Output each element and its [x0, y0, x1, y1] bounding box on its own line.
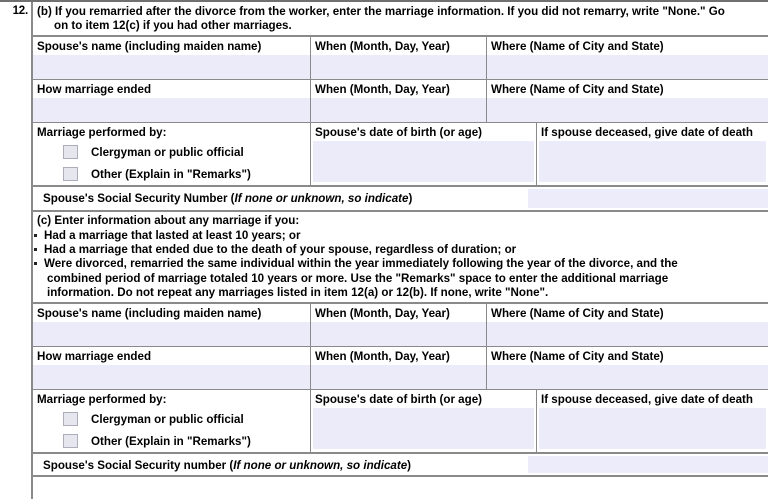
marriage-table-c — [33, 302, 768, 452]
checkbox-label-other: Other (Explain in "Remarks") — [91, 167, 251, 181]
input-spouse-name[interactable] — [33, 322, 310, 346]
instruction-12c-bullet-3 — [33, 257, 766, 300]
ssn-row-c — [33, 452, 768, 477]
label-how-ended: How marriage ended — [37, 83, 152, 97]
bullet-icon — [34, 234, 37, 237]
checkbox-label-clergyman: Clergyman or public official — [91, 145, 244, 159]
cell-spouse-name — [33, 304, 310, 346]
input-marriage-where[interactable] — [487, 322, 768, 346]
marriage-table-b — [33, 35, 768, 185]
label-spouse-dob: Spouse's date of birth (or age) — [315, 126, 483, 140]
label-ssn-c-main: Spouse's Social Security number ( — [43, 459, 234, 473]
label-marriage-where: Where (Name of City and State) — [491, 40, 664, 54]
cell-performed-by — [33, 123, 310, 185]
cell-marriage-when — [310, 37, 486, 79]
input-marriage-where[interactable] — [487, 55, 768, 79]
input-ended-where[interactable] — [487, 98, 768, 122]
input-how-ended[interactable] — [33, 98, 310, 122]
input-marriage-when[interactable] — [311, 55, 486, 79]
label-marriage-where: Where (Name of City and State) — [491, 307, 664, 321]
instruction-12b — [33, 2, 768, 35]
checkbox-label-other: Other (Explain in "Remarks") — [91, 434, 251, 448]
bullet-3-line1: Were divorced, remarried the same individual within the year immediately following the year of the divorce, and the — [44, 257, 678, 271]
label-ended-when: When (Month, Day, Year) — [315, 83, 450, 97]
checkbox-row-clergyman[interactable] — [33, 141, 310, 163]
cell-spouse-dob — [310, 123, 536, 185]
cell-marriage-when — [310, 304, 486, 346]
checkbox-clergyman[interactable] — [63, 145, 78, 159]
label-spouse-death: If spouse deceased, give date of death — [541, 393, 753, 407]
cell-performed-by — [33, 390, 310, 452]
label-ssn-c-italic: If none or unknown, so indicate — [233, 459, 408, 473]
cell-ended-where — [486, 347, 768, 389]
label-performed-by: Marriage performed by: — [37, 126, 167, 140]
checkbox-row-other[interactable] — [33, 430, 310, 452]
checkbox-other[interactable] — [63, 434, 78, 448]
input-spouse-name[interactable] — [33, 55, 310, 79]
input-spouse-dob[interactable] — [313, 141, 534, 182]
label-ended-where: Where (Name of City and State) — [491, 350, 664, 364]
cell-spouse-death — [536, 123, 768, 185]
bullet-3-line2: combined period of marriage totaled 10 years or more. Use the "Remarks" space to enter the additional marriage — [47, 271, 669, 285]
label-ssn-c — [33, 454, 528, 475]
table-row — [33, 37, 768, 79]
table-row — [33, 346, 768, 389]
label-spouse-death: If spouse deceased, give date of death — [541, 126, 753, 140]
checkbox-row-other[interactable] — [33, 163, 310, 185]
label-ssn-b-main: Spouse's Social Security Number ( — [43, 192, 235, 206]
input-how-ended[interactable] — [33, 365, 310, 389]
instruction-12b-line1: (b) If you remarried after the divorce from the worker, enter the marriage information. If you did not remarry, write "None." Go — [37, 5, 725, 18]
table-row — [33, 79, 768, 122]
instruction-12c-bullet-1 — [33, 229, 766, 243]
table-row — [33, 304, 768, 346]
instruction-12b-line2: on to item 12(c) if you had other marriages. — [54, 19, 292, 33]
input-ssn-b[interactable] — [528, 189, 768, 208]
input-ended-where[interactable] — [487, 365, 768, 389]
instruction-12c-bullet-2 — [33, 243, 766, 257]
instruction-12c-lead: (c) Enter information about any marriage if you: — [37, 214, 300, 228]
label-spouse-name: Spouse's name (including maiden name) — [37, 307, 262, 321]
label-marriage-when: When (Month, Day, Year) — [315, 40, 450, 54]
item-number-gutter — [0, 2, 33, 499]
cell-spouse-death — [536, 390, 768, 452]
label-how-ended: How marriage ended — [37, 350, 152, 364]
checkbox-other[interactable] — [63, 167, 78, 181]
checkbox-label-clergyman: Clergyman or public official — [91, 412, 244, 426]
form-content-column — [33, 2, 768, 499]
label-performed-by: Marriage performed by: — [37, 393, 167, 407]
table-row — [33, 122, 768, 185]
table-row — [33, 389, 768, 452]
label-ssn-c-end: ) — [407, 459, 412, 473]
cell-how-ended — [33, 80, 310, 122]
ssn-row-b — [33, 185, 768, 210]
label-spouse-name: Spouse's name (including maiden name) — [37, 40, 262, 54]
item-number: 12. — [12, 5, 28, 17]
cell-spouse-name — [33, 37, 310, 79]
label-ssn-b-italic: If none or unknown, so indicate — [234, 192, 409, 206]
bullet-icon — [34, 248, 37, 251]
bullet-icon — [34, 262, 37, 265]
checkbox-row-clergyman[interactable] — [33, 408, 310, 430]
cell-ended-where — [486, 80, 768, 122]
bullet-3-line3: information. Do not repeat any marriages listed in item 12(a) or 12(b). If none, write "None". — [47, 285, 549, 299]
checkbox-clergyman[interactable] — [63, 412, 78, 426]
bullet-1-line1: Had a marriage that lasted at least 10 years; or — [44, 228, 301, 242]
input-spouse-dob[interactable] — [313, 408, 534, 449]
label-marriage-when: When (Month, Day, Year) — [315, 307, 450, 321]
label-ended-when: When (Month, Day, Year) — [315, 350, 450, 364]
input-ended-when[interactable] — [311, 365, 486, 389]
label-ssn-b — [33, 187, 528, 210]
cell-ended-when — [310, 80, 486, 122]
cell-ended-when — [310, 347, 486, 389]
input-spouse-death[interactable] — [539, 141, 766, 182]
input-ended-when[interactable] — [311, 98, 486, 122]
input-ssn-c[interactable] — [528, 456, 768, 473]
instruction-12c — [33, 210, 768, 302]
cell-marriage-where — [486, 37, 768, 79]
cell-how-ended — [33, 347, 310, 389]
cell-marriage-where — [486, 304, 768, 346]
label-spouse-dob: Spouse's date of birth (or age) — [315, 393, 483, 407]
bullet-2-line1: Had a marriage that ended due to the death of your spouse, regardless of duration; or — [44, 243, 517, 256]
label-ssn-b-end: ) — [408, 192, 413, 206]
input-spouse-death[interactable] — [539, 408, 766, 449]
label-ended-where: Where (Name of City and State) — [491, 83, 664, 97]
input-marriage-when[interactable] — [311, 322, 486, 346]
cell-spouse-dob — [310, 390, 536, 452]
